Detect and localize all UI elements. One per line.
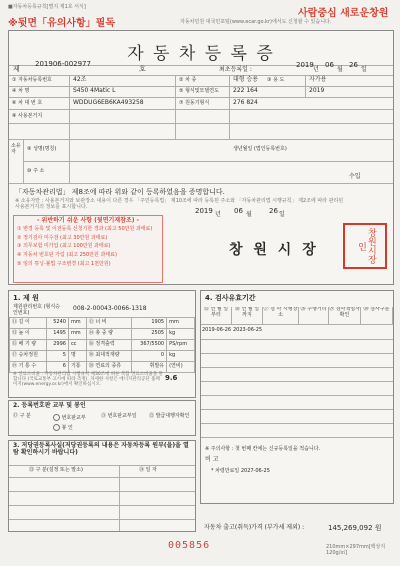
registration-number: 201906-002977	[35, 60, 91, 68]
inspection-row-line	[201, 367, 393, 368]
inspection-header: ㉙ 검사책임자 확인	[329, 307, 361, 325]
warning-title: - 위반하기 쉬운 사항 (뒷면기재참조) -	[36, 217, 140, 224]
inspection-header: ㉗ 검 사 시행장소	[263, 307, 299, 325]
fuel-efficiency-value: 9.6	[165, 374, 178, 382]
spec-label: ⑲ 기 통 수	[10, 362, 47, 373]
first-registration-label: 최초등록일 :	[219, 66, 252, 73]
plate-option-label: 번호판교부	[61, 415, 86, 421]
spec-row	[10, 340, 195, 351]
inspection-row-line	[201, 437, 393, 438]
seal-option-label: 봉 인	[61, 425, 73, 431]
spec-label: ⑰ 승차정원	[10, 351, 47, 362]
spec-section-label: 1. 제 원	[13, 294, 39, 302]
issue-year: 2019	[195, 207, 213, 215]
issue-day: 26	[269, 207, 278, 215]
seal-option-radio[interactable]	[53, 424, 60, 431]
plate-col-type: ⑰ 구 분	[13, 413, 31, 419]
first-reg-month: 06	[325, 61, 334, 69]
warning-item: ⑤ 임의 튜닝·불법 구조변경 (최고 1천만원)	[17, 260, 111, 267]
issue-month-unit: 월	[246, 211, 252, 218]
spec-unit: cc	[68, 340, 86, 351]
inspection-section	[200, 290, 394, 504]
owner-side-label: 소유자	[11, 143, 21, 155]
field-value-model-year: 2019	[309, 87, 325, 94]
inspection-note: ※ 주의사항 : 첫 번째 칸에는 신규등록일을 적습니다.	[205, 446, 321, 452]
spec-value: 2996	[47, 340, 68, 351]
issue-month: 06	[234, 207, 243, 215]
spec-value: 0	[132, 351, 167, 362]
approval-label: 제원관리번호 (형식승인번호)	[13, 304, 61, 316]
spec-row	[10, 351, 195, 362]
inspection-row-line	[201, 353, 393, 354]
day-unit: 일	[361, 66, 367, 73]
plate-col-agent: ㉒ 발급대행자확인	[149, 413, 190, 419]
spec-unit: (연비)	[167, 362, 195, 373]
official-seal-icon	[343, 223, 387, 269]
field-label-id-number: 생년월일 (법인등록번호)	[233, 146, 287, 152]
warning-item: ③ 의무보험 미가입 (최고 100만원 과태료)	[17, 243, 111, 250]
spec-row	[10, 329, 195, 340]
spec-unit: 기통	[68, 362, 86, 373]
spec-unit: mm	[167, 318, 195, 329]
reg-suffix: 호	[139, 65, 146, 73]
inspection-header: ㉕ 연 월 일 부터	[201, 307, 232, 325]
spec-row	[10, 362, 195, 373]
spec-section	[8, 290, 196, 398]
inspection-section-label: 4. 검사유효기간	[205, 294, 256, 302]
price-value: 145,269,092 원	[328, 524, 382, 532]
spec-label: ⑫ 너 비	[86, 318, 131, 329]
field-label-car-name: ④ 차 명	[12, 88, 30, 94]
spec-label: ⑳ 연료의 종류	[86, 362, 131, 373]
inspection-row-line	[201, 423, 393, 424]
certificate-title: 자 동 차 등 록 증	[127, 44, 275, 64]
price-label: 자동차 출고(취득)가격 (부가세 제외) :	[204, 524, 305, 531]
spec-label: ⑪ 길 이	[10, 318, 47, 329]
spec-unit: kg	[167, 351, 195, 362]
spec-unit: kg	[167, 329, 195, 340]
warning-list	[14, 227, 162, 268]
spec-unit: mm	[68, 329, 86, 340]
reg-prefix: 제	[13, 65, 20, 73]
stamp-receipt-label: 수입	[349, 173, 361, 180]
certification-statement: 「자동차관리법」 제8조에 따라 위와 같이 등록하였음을 증명합니다.	[15, 188, 225, 196]
city-brand-logo: 사람중심 새로운창원	[298, 8, 389, 19]
approval-number: 008-2-00043-0066-1318	[73, 305, 147, 312]
field-label-base: ⑧ 사용본거지	[12, 113, 43, 119]
plate-col-date: ㉑ 번호판교부일	[101, 413, 137, 419]
spec-value: 1905	[132, 318, 167, 329]
inspection-row-line	[201, 381, 393, 382]
issuer-name: 창 원 시 장	[229, 242, 319, 258]
field-label-owner-name: ⑨ 성명(명칭)	[27, 146, 57, 152]
spec-value: 6	[47, 362, 68, 373]
field-label-engine: ⑦ 원동기형식	[179, 100, 210, 106]
spec-table	[9, 317, 195, 373]
warning-item: ④ 자동차 번호판 가림 (최고 250만원 과태료)	[17, 252, 117, 259]
spec-value: 1495	[47, 329, 68, 340]
inspection-header: ㉚ 검사구분	[361, 307, 393, 325]
field-value-vin: WDDUG6EB6KA493258	[73, 99, 144, 106]
mortgage-section-label: 3. 저당권등록사실(저당권등록의 내용은 자동차등록 원부(을)을 열람 확인하시기 바랍니다)	[13, 442, 189, 456]
spec-label: ⑯ 정격출력	[86, 340, 131, 351]
field-value-use: 자가용	[309, 76, 327, 83]
month-unit: 월	[337, 66, 343, 73]
notice-read-back: ※뒷면「유의사항」필독	[8, 18, 116, 29]
issue-day-unit: 일	[279, 211, 285, 218]
remarks-label: 비 고	[205, 456, 219, 463]
field-label-type: ② 차 종	[179, 77, 197, 83]
issue-year-unit: 년	[215, 211, 221, 218]
spec-value: 5	[47, 351, 68, 362]
spec-note: ※ 연료소비율 : 자동차관리법 시행규칙 제30조에 따른 복합 연료소비율을 말합니다 (국토교통부 고시에 따라 측정). 자세한 사항은 에너지관리공단 홈페이지(www.energy.or.kr)에서 확인하십시오.	[13, 372, 163, 388]
seal-text: 창원시장인	[356, 228, 376, 264]
first-reg-day: 26	[349, 61, 358, 69]
field-label-plate: ① 자동차등록번호	[12, 77, 52, 83]
spec-value: 휘발유	[132, 362, 167, 373]
field-value-car-name: S450 4Matic L	[73, 87, 116, 94]
inspection-row-line	[201, 409, 393, 410]
inspection-row-line	[201, 395, 393, 396]
spec-unit: PS/rpm	[167, 340, 195, 351]
form-reference: ■자동차등록규칙[별지 제1호 서식]	[8, 4, 86, 10]
plate-option-radio[interactable]	[53, 414, 60, 421]
inspection-grid	[201, 307, 393, 443]
field-label-use: ③ 용 도	[267, 77, 285, 83]
field-value-engine: 276 824	[233, 99, 258, 106]
spec-label: ⑬ 높 이	[10, 329, 47, 340]
inspection-header: ㉘ 주행거리	[299, 307, 329, 325]
field-value-type: 대형 승용	[233, 76, 259, 83]
field-value-plate: 42조	[73, 76, 87, 83]
paper-info: 210mm×297mm[백상지 120g/㎡]	[326, 544, 386, 556]
inspection-to-date: 2023-06-25	[233, 327, 263, 333]
mortgage-col-type: ㉓ 구 분(설정 또는 말소)	[29, 467, 83, 473]
spec-value: 367/5500	[132, 340, 167, 351]
spec-label: ⑮ 배 기 량	[10, 340, 47, 351]
registration-certificate	[8, 30, 394, 285]
mortgage-col-date: ㉔ 일 자	[139, 467, 157, 473]
spec-value: 5240	[47, 318, 68, 329]
field-label-model: ⑤ 형식및모델연도	[179, 88, 219, 94]
spec-label: ⑱ 최대적재량	[86, 351, 131, 362]
warning-box	[13, 215, 163, 283]
plate-section-label: 2. 등록번호판 교부 및 봉인	[13, 402, 86, 409]
warning-item: ① 변경 등록 및 이전등록 신청기한 경과 (최고 50만원 과태료)	[17, 225, 153, 232]
inspection-header: ㉖ 연 월 일 까지	[232, 307, 263, 325]
first-reg-year: 2019	[296, 61, 314, 69]
field-label-vin: ⑥ 차 대 번 호	[12, 100, 43, 106]
spec-unit: mm	[68, 318, 86, 329]
owner-note: ※ 소유자란 : 사용본거지와 보관장소 내용이 다른 경우 「주민등록법」 제10조에 따라 등록된 주소와 「자동차관리법 시행규칙」 제2조에 따라 관리된 사용본거지의 정보를 표시합니다.	[15, 198, 344, 210]
field-label-address: ⑩ 주 소	[27, 168, 45, 174]
warning-item: ② 정기검사 미수검 (최고 30만원 과태료)	[17, 234, 108, 241]
spec-label: ⑭ 총 중 량	[86, 329, 131, 340]
inspection-row-line	[201, 339, 393, 340]
remarks-value: * 차령만료일 2027-06-25	[211, 468, 270, 474]
spec-value: 2505	[132, 329, 167, 340]
mortgage-section	[8, 440, 196, 532]
spec-unit: 명	[68, 351, 86, 362]
year-unit: 년	[313, 66, 319, 73]
inspection-from-date: 2019-06-26	[202, 327, 232, 333]
field-value-model: 222 164	[233, 87, 258, 94]
plate-issue-section	[8, 400, 196, 436]
portal-notice: 자동차민원 대국민포털(www.ecar.go.kr)에서도 신청할 수 있습니다.	[180, 19, 332, 25]
serial-number: 005856	[168, 540, 211, 551]
spec-row	[10, 318, 195, 329]
